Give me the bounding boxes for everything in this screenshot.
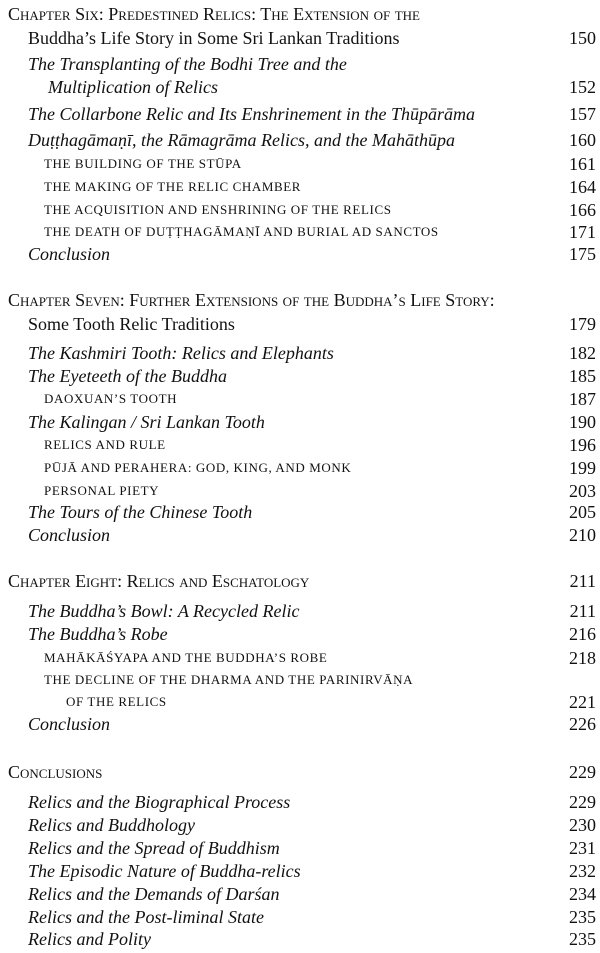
chapter-heading-line: Chapter Seven: Further Extensions of the Buddha’s Life Story: xyxy=(8,290,495,310)
toc-entry xyxy=(0,624,600,648)
toc-entry xyxy=(0,412,600,436)
page-number: 164 xyxy=(569,177,596,197)
toc-entry xyxy=(0,502,600,526)
toc-entry xyxy=(0,907,600,931)
page-number: 166 xyxy=(569,200,596,220)
subentry-title: THE ACQUISITION AND ENSHRINING OF THE RELICS xyxy=(44,202,392,217)
entry-title: Relics and Polity xyxy=(28,929,151,949)
page-number: 211 xyxy=(569,601,596,621)
toc-subentry xyxy=(0,154,600,178)
page-number: 179 xyxy=(569,314,596,334)
toc-entry xyxy=(0,861,600,885)
page-number: 152 xyxy=(569,77,596,97)
page-number: 161 xyxy=(569,154,596,174)
page-number: 190 xyxy=(569,412,596,432)
chapter-six-heading-continued xyxy=(0,28,600,52)
toc-subentry xyxy=(0,177,600,201)
subentry-title: MAHĀKĀŚYAPA AND THE BUDDHA’S ROBE xyxy=(44,650,328,665)
chapter-seven-heading xyxy=(0,290,600,314)
toc-entry xyxy=(0,815,600,839)
toc-entry xyxy=(0,792,600,816)
chapter-heading-line: Buddha’s Life Story in Some Sri Lankan Traditions xyxy=(28,28,400,48)
page-number: 175 xyxy=(569,244,596,264)
entry-title: Duṭṭhagāmaṇī, the Rāmagrāma Relics, and the Mahāthūpa xyxy=(28,130,455,150)
entry-title: Conclusion xyxy=(28,714,111,734)
page-number: 230 xyxy=(569,815,596,835)
toc-entry xyxy=(0,929,600,953)
entry-title: Multiplication of Relics xyxy=(48,77,218,97)
page-number: 150 xyxy=(569,28,596,48)
entry-title: The Episodic Nature of Buddha-relics xyxy=(28,861,301,881)
page-number: 160 xyxy=(569,130,596,150)
entry-title: The Kashmiri Tooth: Relics and Elephants xyxy=(28,343,334,363)
page-number: 216 xyxy=(569,624,596,644)
toc-entry xyxy=(0,714,600,738)
chapter-seven-heading-continued xyxy=(0,314,600,338)
page-number: 229 xyxy=(569,792,596,812)
page-number: 234 xyxy=(569,884,596,904)
subentry-title: THE BUILDING OF THE STŪPA xyxy=(44,156,242,171)
page-number: 221 xyxy=(569,692,596,712)
subentry-title: THE DECLINE OF THE DHARMA AND THE PARINIRVĀṆA xyxy=(44,672,414,687)
toc-entry xyxy=(0,366,600,390)
toc-entry xyxy=(0,884,600,908)
entry-title: The Buddha’s Bowl: A Recycled Relic xyxy=(28,601,300,621)
entry-title: The Transplanting of the Bodhi Tree and the xyxy=(28,54,347,74)
toc-entry xyxy=(0,525,600,549)
chapter-heading-line: Chapter Eight: Relics and Eschatology xyxy=(8,571,310,591)
page-number: 182 xyxy=(569,343,596,363)
toc-entry xyxy=(0,104,600,128)
entry-title: Relics and the Demands of Darśan xyxy=(28,884,280,904)
toc-subentry xyxy=(0,648,600,672)
subentry-title: THE DEATH OF DUṬṬHAGĀMAṆĪ AND BURIAL AD SANCTOS xyxy=(44,224,439,239)
page-number: 199 xyxy=(569,458,596,478)
subentry-title: PERSONAL PIETY xyxy=(44,483,160,498)
subentry-title: DAOXUAN’S TOOTH xyxy=(44,391,178,406)
page-number: 205 xyxy=(569,502,596,522)
page-number: 196 xyxy=(569,435,596,455)
subentry-title: RELICS AND RULE xyxy=(44,437,166,452)
entry-title: Conclusion xyxy=(28,244,111,264)
entry-title: The Tours of the Chinese Tooth xyxy=(28,502,253,522)
toc-entry xyxy=(0,601,600,625)
page-number: 203 xyxy=(569,481,596,501)
chapter-eight-heading xyxy=(0,571,600,595)
toc-subentry xyxy=(0,200,600,224)
page-number: 232 xyxy=(569,861,596,881)
page-number: 171 xyxy=(569,222,596,242)
toc-subentry xyxy=(0,435,600,459)
page-number: 157 xyxy=(569,104,596,124)
page-number: 235 xyxy=(569,929,596,949)
toc-entry xyxy=(0,54,600,78)
page-number: 218 xyxy=(569,648,596,668)
entry-title: Relics and the Post-liminal State xyxy=(28,907,264,927)
chapter-six-heading xyxy=(0,4,600,28)
toc-entry xyxy=(0,130,600,154)
subentry-title: OF THE RELICS xyxy=(66,694,167,709)
subentry-title: PŪJĀ AND PERAHERA: GOD, KING, AND MONK xyxy=(44,460,352,475)
entry-title: The Eyeteeth of the Buddha xyxy=(28,366,227,386)
page-number: 210 xyxy=(569,525,596,545)
entry-title: The Buddha’s Robe xyxy=(28,624,168,644)
toc-entry xyxy=(0,244,600,268)
toc-subentry xyxy=(0,458,600,482)
toc-subentry xyxy=(0,222,600,246)
page-number: 226 xyxy=(569,714,596,734)
entry-title: Conclusion xyxy=(28,525,111,545)
toc-subentry xyxy=(0,670,600,694)
page-number: 235 xyxy=(569,907,596,927)
chapter-heading-line: Chapter Six: Predestined Relics: The Extension of the xyxy=(8,4,420,24)
toc-subentry-continued xyxy=(0,692,600,716)
entry-title: Relics and the Biographical Process xyxy=(28,792,291,812)
toc-subentry xyxy=(0,389,600,413)
toc-entry xyxy=(0,838,600,862)
entry-title: The Kalingan / Sri Lankan Tooth xyxy=(28,412,265,432)
conclusions-heading xyxy=(0,762,600,786)
page-number: 231 xyxy=(569,838,596,858)
entry-title: Relics and the Spread of Buddhism xyxy=(28,838,280,858)
page-number: 187 xyxy=(569,389,596,409)
chapter-heading-line: Conclusions xyxy=(8,762,103,782)
page-number: 211 xyxy=(569,571,596,591)
entry-title: The Collarbone Relic and Its Enshrinement in the Thūpārāma xyxy=(28,104,475,124)
page-number: 229 xyxy=(569,762,596,782)
toc-entry xyxy=(0,343,600,367)
entry-title: Relics and Buddhology xyxy=(28,815,195,835)
chapter-heading-line: Some Tooth Relic Traditions xyxy=(28,314,235,334)
toc-entry-continued xyxy=(0,77,600,101)
page-number: 185 xyxy=(569,366,596,386)
subentry-title: THE MAKING OF THE RELIC CHAMBER xyxy=(44,179,302,194)
